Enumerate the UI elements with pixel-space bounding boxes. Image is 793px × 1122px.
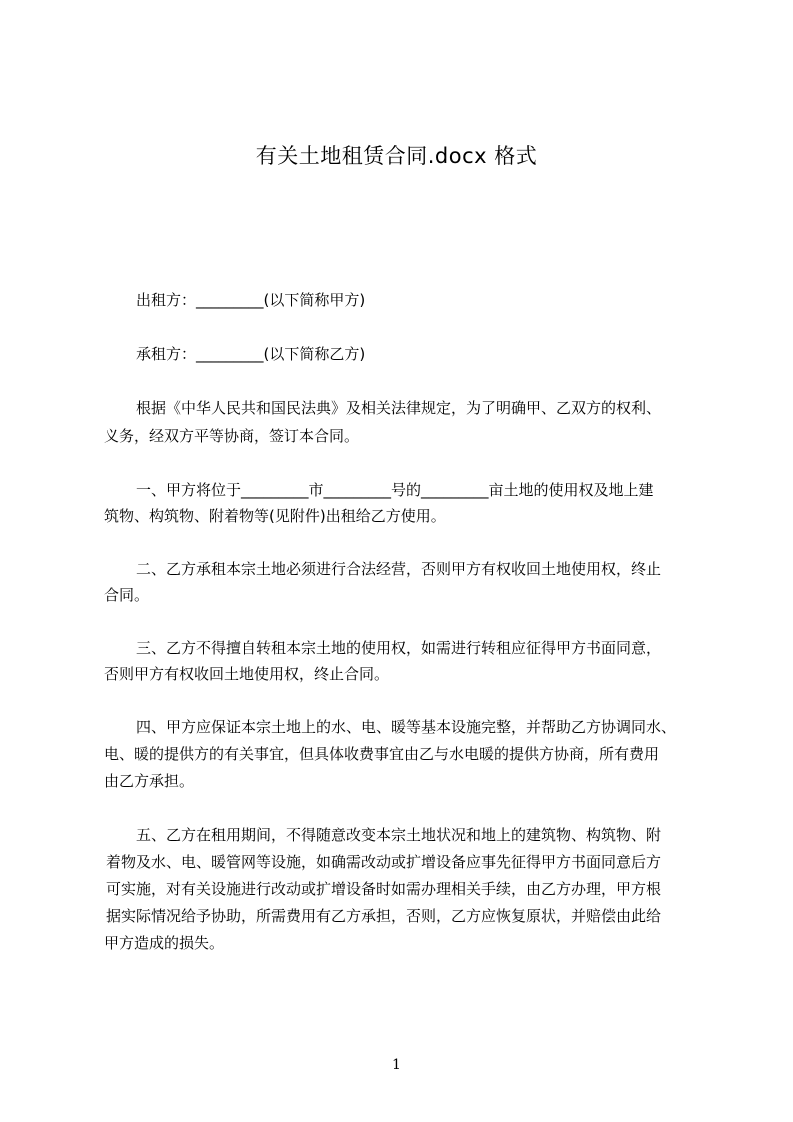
page-number: 1 — [392, 1057, 401, 1073]
clause-5-line-4: 据实际情况给予协助，所需费用有乙方承担，否则，乙方应恢复原状，并赔偿由此给 — [106, 907, 662, 925]
preamble-line-2: 义务，经双方平等协商，签订本合同。 — [104, 427, 360, 445]
clause-1-line-2: 筑物、构筑物、附着物等(见附件)出租给乙方使用。 — [104, 507, 446, 525]
clause-5-line-2: 着物及水、电、暖管网等设施，如确需改动或扩增设备应事先征得甲方书面同意后方 — [106, 853, 662, 871]
clause-2-line-2: 合同。 — [104, 586, 150, 604]
clause-2-line-1: 二、乙方承租本宗土地必须进行合法经营，否则甲方有权收回土地使用权，终止 — [136, 560, 662, 578]
clause-4-line-3: 由乙方承担。 — [104, 772, 195, 790]
clause-5-line-5: 甲方造成的损失。 — [104, 934, 225, 952]
clause-4-line-1: 四、甲方应保证本宗土地上的水、电、暖等基本设施完整，并帮助乙方协调同水、 — [136, 718, 677, 736]
clause-5-line-3: 可实施，对有关设施进行改动或扩增设备时如需办理相关手续，由乙方办理，甲方根 — [106, 880, 662, 898]
lessor-line: 出租方：_________(以下简称甲方) — [136, 291, 366, 309]
preamble-line-1: 根据《中华人民共和国民法典》及相关法律规定，为了明确甲、乙双方的权利、 — [136, 399, 662, 417]
clause-3-line-1: 三、乙方不得擅自转租本宗土地的使用权，如需进行转租应征得甲方书面同意， — [136, 639, 662, 657]
document-title: 有关土地租赁合同.docx 格式 — [255, 144, 538, 168]
clause-3-line-2: 否则甲方有权收回土地使用权，终止合同。 — [104, 665, 390, 683]
clause-1-line-1: 一、甲方将位于_________市_________号的_________亩土地的使用权及地上建 — [136, 481, 654, 499]
lessee-line: 承租方：_________(以下简称乙方) — [136, 345, 366, 363]
clause-4-line-2: 电、暖的提供方的有关事宜，但具体收费事宜由乙与水电暖的提供方协商，所有费用 — [104, 745, 660, 763]
clause-5-line-1: 五、乙方在租用期间，不得随意改变本宗土地状况和地上的建筑物、构筑物、附 — [136, 826, 662, 844]
